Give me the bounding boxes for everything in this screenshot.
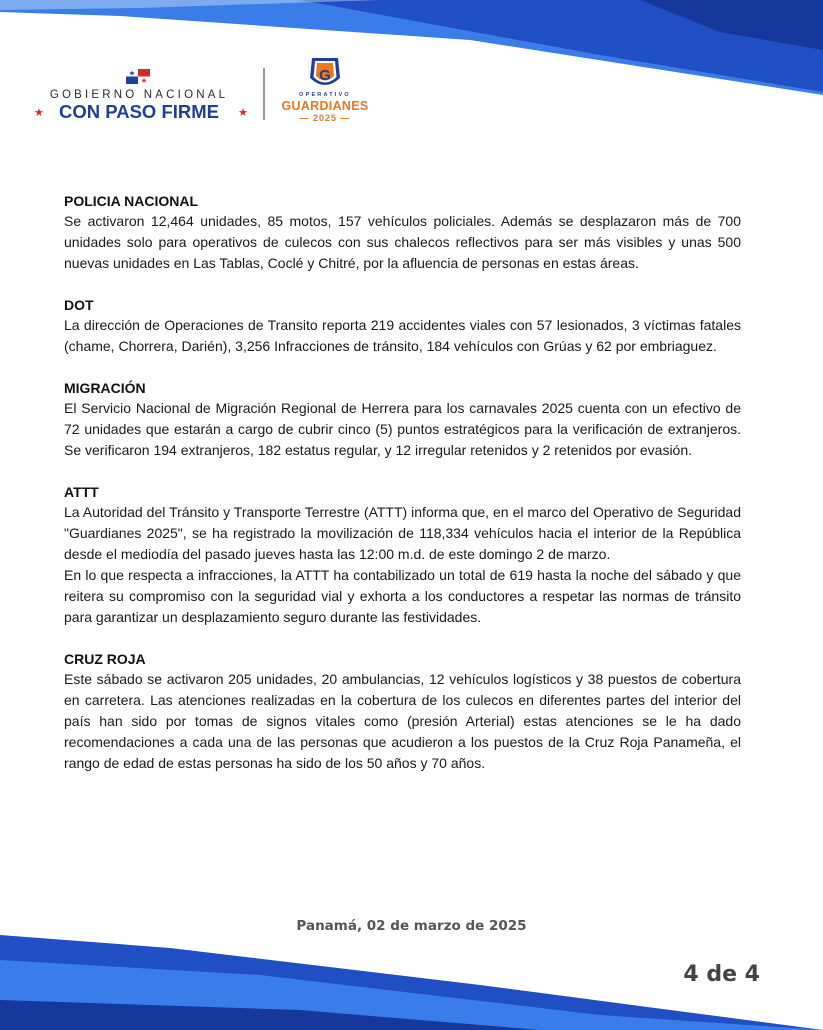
section-title: CRUZ ROJA xyxy=(64,651,146,667)
section-cruz-roja xyxy=(64,649,741,774)
section-attt xyxy=(64,482,741,628)
section-paragraph: En lo que respecta a infracciones, la ATTT ha contabilizado un total de 619 hasta la noche del sábado y que reitera su compromiso con la seguridad vial y exhorta a los conductores a respetar las normas de tránsito para garantizar un desplazamiento seguro durante las festividades. xyxy=(64,567,741,625)
section-title: MIGRACIÓN xyxy=(64,380,146,396)
gov-line1-text: GOBIERNO NACIONAL xyxy=(49,89,229,101)
emblem-letter: G xyxy=(319,67,331,84)
report-body xyxy=(64,191,741,795)
panama-flag-icon xyxy=(126,69,150,84)
section-title: POLICIA NACIONAL xyxy=(64,193,199,209)
section-paragraph: Se activaron 12,464 unidades, 85 motos, 157 vehículos policiales. Además se desplazaron más de 700 unidades solo para operativos de culecos con sus chalecos reflectivos para ser más visibles y unas 500 nuevas unidades en Las Tablas, Coclé y Chitré, por la afluencia de personas en estas áreas. xyxy=(64,213,741,271)
section-paragraph: Este sábado se activaron 205 unidades, 20 ambulancias, 12 vehículos logísticos y 38 puestos de cobertura en carretera. Las atenciones realizadas en la cobertura de los culecos en diferentes partes del interior del país han sido por tomas de signos vitales como (presión Arterial) estas atenciones se le ha dado recomendaciones a cada una de las personas que acudieron a los puestos de la Cruz Roja Panameña, el rango de edad de estas personas ha sido de los 50 años y 70 años. xyxy=(64,671,741,771)
shield-icon xyxy=(280,54,370,94)
gov-line2-text: CON PASO FIRME xyxy=(59,101,219,122)
section-policia-nacional xyxy=(64,191,741,274)
section-migracion xyxy=(64,378,741,461)
section-paragraph: La dirección de Operaciones de Transito reporta 219 accidentes viales con 57 lesionados, 3 víctimas fatales (chame, Chorrera, Darién), 3,256 Infracciones de tránsito, 184 vehículos con Grúas y 62 por embriaguez. xyxy=(64,317,741,354)
section-title: DOT xyxy=(64,297,94,313)
footer-date: Panamá, 02 de marzo de 2025 xyxy=(296,918,527,934)
header-logos xyxy=(30,58,370,128)
operativo-guardianes-logo xyxy=(280,54,370,126)
guardianes-label: GUARDIANES xyxy=(281,99,369,113)
section-title: ATTT xyxy=(64,484,99,500)
star-icon: ★ xyxy=(34,107,44,119)
logo-divider xyxy=(263,68,265,120)
star-icon: ★ xyxy=(238,107,248,119)
operativo-label: OPERATIVO xyxy=(299,92,351,98)
gobierno-nacional-logo xyxy=(30,58,248,128)
year-text: 2025 xyxy=(312,113,338,123)
section-dot xyxy=(64,295,741,357)
operativo-year: — 2025 — xyxy=(299,113,351,123)
section-paragraph: La Autoridad del Tránsito y Transporte Terrestre (ATTT) informa que, en el marco del Operativo de Seguridad "Guardianes 2025", se ha registrado la movilización de 118,334 vehículos hacia el interior de la República desde el mediodía del pasado jueves hasta las 12:00 m.d. de este domingo 2 de marzo. xyxy=(64,504,741,562)
section-paragraph: El Servicio Nacional de Migración Regional de Herrera para los carnavales 2025 cuenta con un efectivo de 72 unidades que estarán a cargo de cubrir cinco (5) puntos estratégicos para la verificación de extranjeros. Se verificaron 194 extranjeros, 182 estatus regular, y 12 irregular retenidos y 2 retenidos por evasión. xyxy=(64,400,741,458)
page-number: 4 de 4 xyxy=(683,962,760,987)
